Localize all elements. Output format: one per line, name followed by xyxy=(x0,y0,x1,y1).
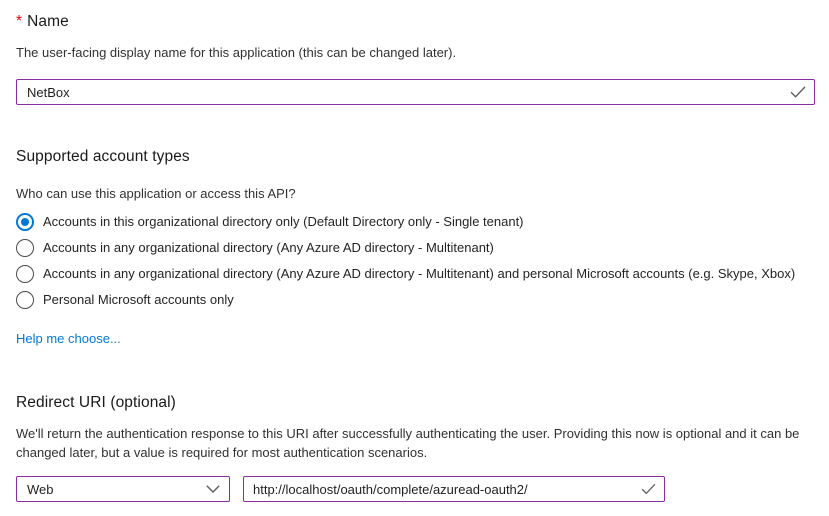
radio-option-multitenant[interactable] xyxy=(16,235,815,261)
platform-select-value: Web xyxy=(27,481,54,497)
radio-button[interactable] xyxy=(16,291,34,309)
name-field xyxy=(16,79,815,105)
radio-option-personal-only[interactable] xyxy=(16,287,815,313)
name-label: Name xyxy=(27,13,69,30)
account-types-question: Who can use this application or access this API? xyxy=(16,186,296,201)
radio-option-single-tenant[interactable] xyxy=(16,209,815,235)
platform-select[interactable] xyxy=(16,476,230,502)
name-section-title xyxy=(16,12,815,31)
redirect-uri-section xyxy=(16,393,815,502)
radio-label: Accounts in any organizational directory (Any Azure AD directory - Multitenant) and personal Microsoft accounts (e.g. Skype, Xbox) xyxy=(43,266,796,281)
redirect-uri-input[interactable] xyxy=(243,476,665,502)
redirect-uri-description: We'll return the authentication response to this URI after successfully authenticating the user. Providing this now is optional and it can be changed later, but a value is required for most authentication scenarios. xyxy=(16,426,800,460)
name-input[interactable] xyxy=(16,79,815,105)
radio-label: Personal Microsoft accounts only xyxy=(43,292,234,307)
supported-account-types-title: Supported account types xyxy=(16,148,190,165)
name-description: The user-facing display name for this application (this can be changed later). xyxy=(16,45,457,60)
supported-account-types-section xyxy=(16,147,815,348)
radio-button[interactable] xyxy=(16,265,34,283)
radio-dot xyxy=(21,218,29,226)
account-type-radio-group xyxy=(16,209,815,313)
redirect-uri-row xyxy=(16,476,815,502)
radio-button[interactable] xyxy=(16,213,34,231)
required-asterisk: * xyxy=(16,13,23,30)
radio-label: Accounts in this organizational directory only (Default Directory only - Single tenant) xyxy=(43,214,524,229)
radio-label: Accounts in any organizational directory (Any Azure AD directory - Multitenant) xyxy=(43,240,494,255)
redirect-uri-field xyxy=(243,476,665,502)
radio-button[interactable] xyxy=(16,239,34,257)
radio-option-multitenant-personal[interactable] xyxy=(16,261,815,287)
name-section xyxy=(16,12,815,105)
redirect-uri-title: Redirect URI (optional) xyxy=(16,394,176,411)
chevron-down-icon xyxy=(206,485,220,493)
help-me-choose-link[interactable]: Help me choose... xyxy=(16,331,121,346)
